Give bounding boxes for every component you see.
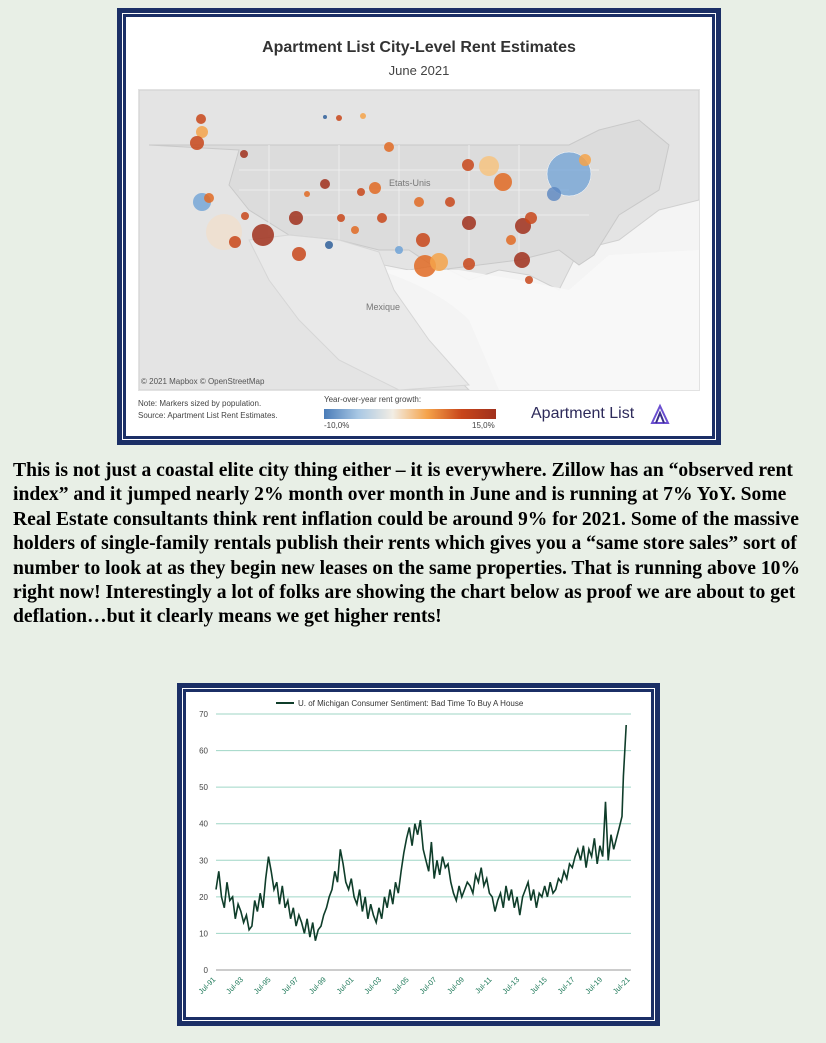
city-marker — [445, 197, 455, 207]
legend-entry: U. of Michigan Consumer Sentiment: Bad Time To Buy A House — [298, 699, 524, 708]
city-marker — [304, 191, 310, 197]
y-tick-label: 40 — [199, 819, 208, 829]
map-subtitle: June 2021 — [388, 63, 450, 78]
x-tick-label: Jul-07 — [417, 975, 439, 996]
city-marker — [289, 211, 303, 225]
x-tick-label: Jul-21 — [610, 975, 632, 996]
city-marker — [462, 159, 474, 171]
note-source: Source: Apartment List Rent Estimates. — [138, 411, 278, 420]
x-tick-label: Jul-17 — [555, 975, 577, 996]
note-markers: Note: Markers sized by population. — [138, 399, 262, 408]
city-marker — [525, 212, 537, 224]
apartment-list-logo-icon — [649, 403, 671, 427]
city-marker — [395, 246, 403, 254]
y-tick-label: 70 — [199, 710, 208, 719]
brand-name: Apartment List — [531, 405, 635, 422]
city-marker — [360, 113, 366, 119]
x-tick-label: Jul-95 — [251, 975, 273, 996]
x-tick-label: Jul-15 — [528, 975, 549, 996]
city-marker — [547, 187, 561, 201]
city-marker — [252, 224, 274, 246]
city-marker — [463, 258, 475, 270]
us-map-svg — [139, 90, 699, 390]
city-marker — [514, 252, 530, 268]
x-tick-label: Jul-99 — [307, 975, 328, 996]
chart-figure-frame — [177, 683, 660, 1026]
x-tick-label: Jul-93 — [224, 975, 246, 996]
map-figure — [126, 17, 712, 436]
city-marker — [384, 142, 394, 152]
x-tick-label: Jul-13 — [500, 975, 522, 996]
series-line — [216, 725, 626, 941]
city-marker — [479, 156, 499, 176]
city-marker — [190, 136, 204, 150]
city-marker — [462, 216, 476, 230]
x-tick-label: Jul-11 — [473, 975, 494, 996]
city-marker — [292, 247, 306, 261]
x-tick-label: Jul-97 — [279, 975, 301, 996]
x-tick-label: Jul-09 — [445, 975, 466, 996]
map-attribution: © 2021 Mapbox © OpenStreetMap — [141, 377, 265, 386]
x-tick-label: Jul-05 — [389, 975, 411, 996]
body-paragraph: This is not just a coastal elite city thing either – it is everywhere. Zillow has an “observed rent index” and it jumped nearly 2% month over month in June and is running at 7% YoY. Some Real Estate consultants think rent inflation could be around 9% for 2021. Some of the massive holders of single-family rentals publish their rents which gives you a “same store sales” sort of number to look at as they begin new leases on the same properties. That is running above 10% right now! Interestingly a lot of folks are showing the chart below as proof we are about to get deflation…but it clearly means we get higher rents! — [13, 460, 801, 628]
y-tick-label: 50 — [199, 783, 208, 793]
city-marker — [336, 115, 342, 121]
x-tick-label: Jul-19 — [583, 975, 605, 996]
city-marker — [241, 212, 249, 220]
color-legend-bar — [324, 409, 496, 419]
x-tick-label: Jul-03 — [362, 975, 384, 996]
city-marker — [494, 173, 512, 191]
city-marker — [240, 150, 248, 158]
city-marker — [525, 276, 533, 284]
city-marker — [357, 188, 365, 196]
city-marker — [229, 236, 241, 248]
chart-figure — [186, 692, 651, 1017]
city-marker — [369, 182, 381, 194]
y-tick-label: 10 — [199, 929, 208, 939]
city-marker — [325, 241, 333, 249]
city-marker — [337, 214, 345, 222]
x-tick-label: Jul-91 — [196, 975, 218, 996]
y-tick-label: 30 — [199, 856, 208, 866]
city-marker — [351, 226, 359, 234]
us-map — [138, 89, 700, 391]
map-title: Apartment List City-Level Rent Estimates — [262, 39, 576, 56]
city-marker — [323, 115, 327, 119]
y-tick-label: 20 — [199, 892, 208, 902]
legend-min-label: -10,0% — [324, 421, 350, 430]
city-marker — [506, 235, 516, 245]
city-marker — [204, 193, 214, 203]
city-marker — [196, 114, 206, 124]
city-marker — [377, 213, 387, 223]
x-tick-label: Jul-01 — [334, 975, 356, 996]
city-marker — [320, 179, 330, 189]
city-marker — [579, 154, 591, 166]
map-figure-frame — [117, 8, 721, 445]
mexico-label: Mexique — [366, 302, 401, 312]
country-label: Etats-Unis — [389, 178, 431, 188]
legend-title: Year-over-year rent growth: — [324, 395, 422, 404]
city-marker — [430, 253, 448, 271]
legend-max-label: 15,0% — [472, 421, 495, 430]
city-marker — [416, 233, 430, 247]
y-tick-label: 0 — [203, 966, 208, 975]
city-marker — [414, 197, 424, 207]
y-tick-label: 60 — [199, 746, 208, 756]
line-chart — [186, 692, 651, 1017]
